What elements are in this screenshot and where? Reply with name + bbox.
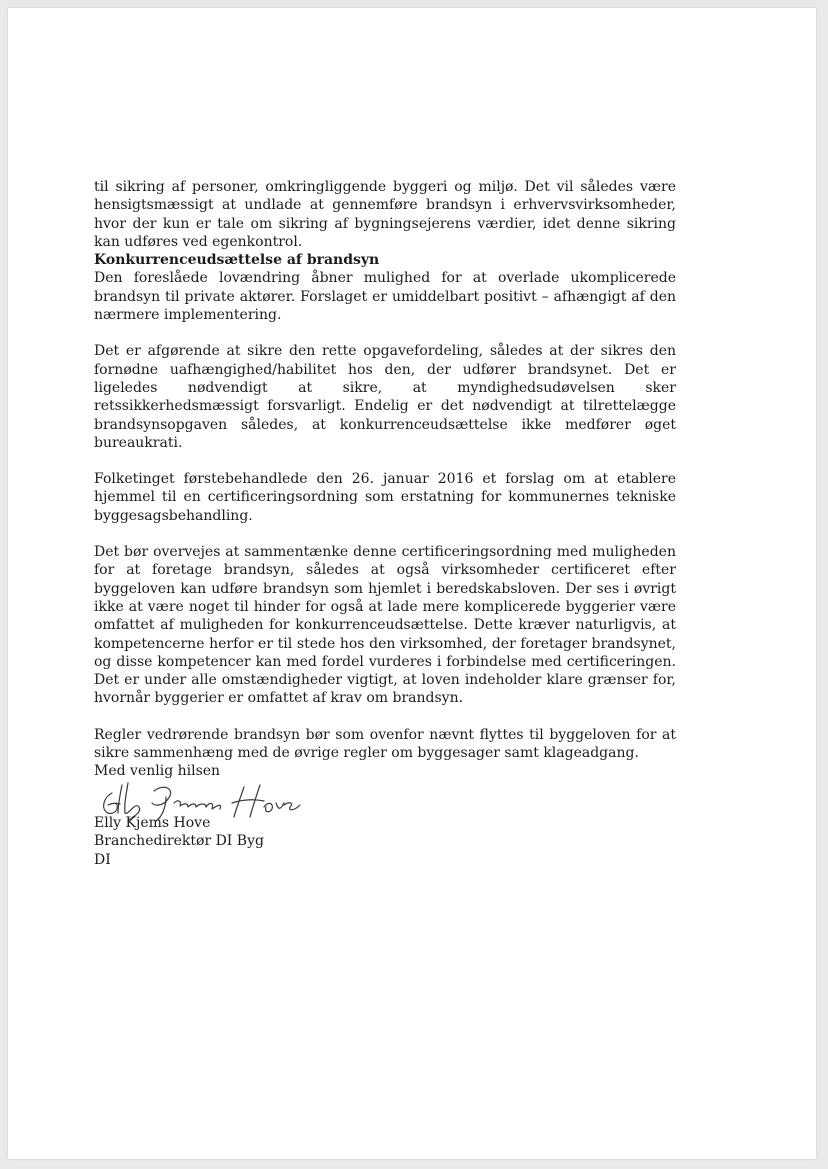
letter-body [94,178,676,781]
section-heading: Konkurrenceudsættelse af brandsyn [94,252,380,269]
signer-organization: DI [94,851,111,868]
body-paragraph: Den foreslåede lovændring åbner mulighed for at overlade ukomplicerede brandsyn til private aktører. Forslaget er umiddelbart positivt – afhængigt af den nærmere implementering. [94,270,676,324]
signature-block [94,814,264,869]
body-paragraph: Det bør overvejes at sammentænke denne certificeringsordning med muligheden for at foretage brandsyn, således at også virksomheder certificeret efter byggeloven kan udføre brandsyn som hjemlet i beredskabsloven. Der ses i øvrigt ikke at være noget til hinder for også at lade mere komplicerede byggerier være omfattet af muligheden for konkurrenceudsættelse. Dette kræver naturligvis, at kompetencerne herfor er til stede hos den virksomhed, der foretager brandsynet, og disse kompetencer kan med fordel vurderes i forbindelse med certificeringen. Det er under alle omstændigheder vigtigt, at loven indeholder klare grænser for, hvornår byggerier er omfattet af krav om brandsyn. [94,544,676,707]
closing-salutation: Med venlig hilsen [94,763,221,780]
signer-name: Elly Kjems Hove [94,815,211,831]
body-paragraph: Folketinget førstebehandlede den 26. januar 2016 et forslag om at etablere hjemmel til en certificeringsordning som erstatning for kommunernes tekniske byggesagsbehandling. [94,471,676,524]
letter-page [8,8,816,1159]
signer-title: Branchedirektør DI Byg [94,833,264,850]
body-paragraph: Regler vedrørende brandsyn bør som ovenfor nævnt flyttes til byggeloven for at sikre sammenhæng med de øvrige regler om byggesager samt klageadgang. [94,726,676,762]
body-paragraph: Det er afgørende at sikre den rette opgavefordeling, således at der sikres den fornødne uafhængighed/habilitet hos den, der udfører brandsynet. Det er ligeledes nødvendigt at sikre, at myndighedsudøvelsen sker retssikkerhedsmæssigt forsvarligt. Endelig er det nødvendigt at tilrettelægge brandsynsopgaven således, at konkurrenceudsættelse ikke medfører øget bureaukrati. [94,343,676,451]
intro-paragraph: til sikring af personer, omkringliggende byggeri og miljø. Det vil således være hensigtsmæssigt at undlade at gennemføre brandsyn i erhvervsvirksomheder, hvor der kun er tale om sikring af bygningsejerens værdier, idet denne sikring kan udføres ved egenkontrol. [94,179,676,250]
